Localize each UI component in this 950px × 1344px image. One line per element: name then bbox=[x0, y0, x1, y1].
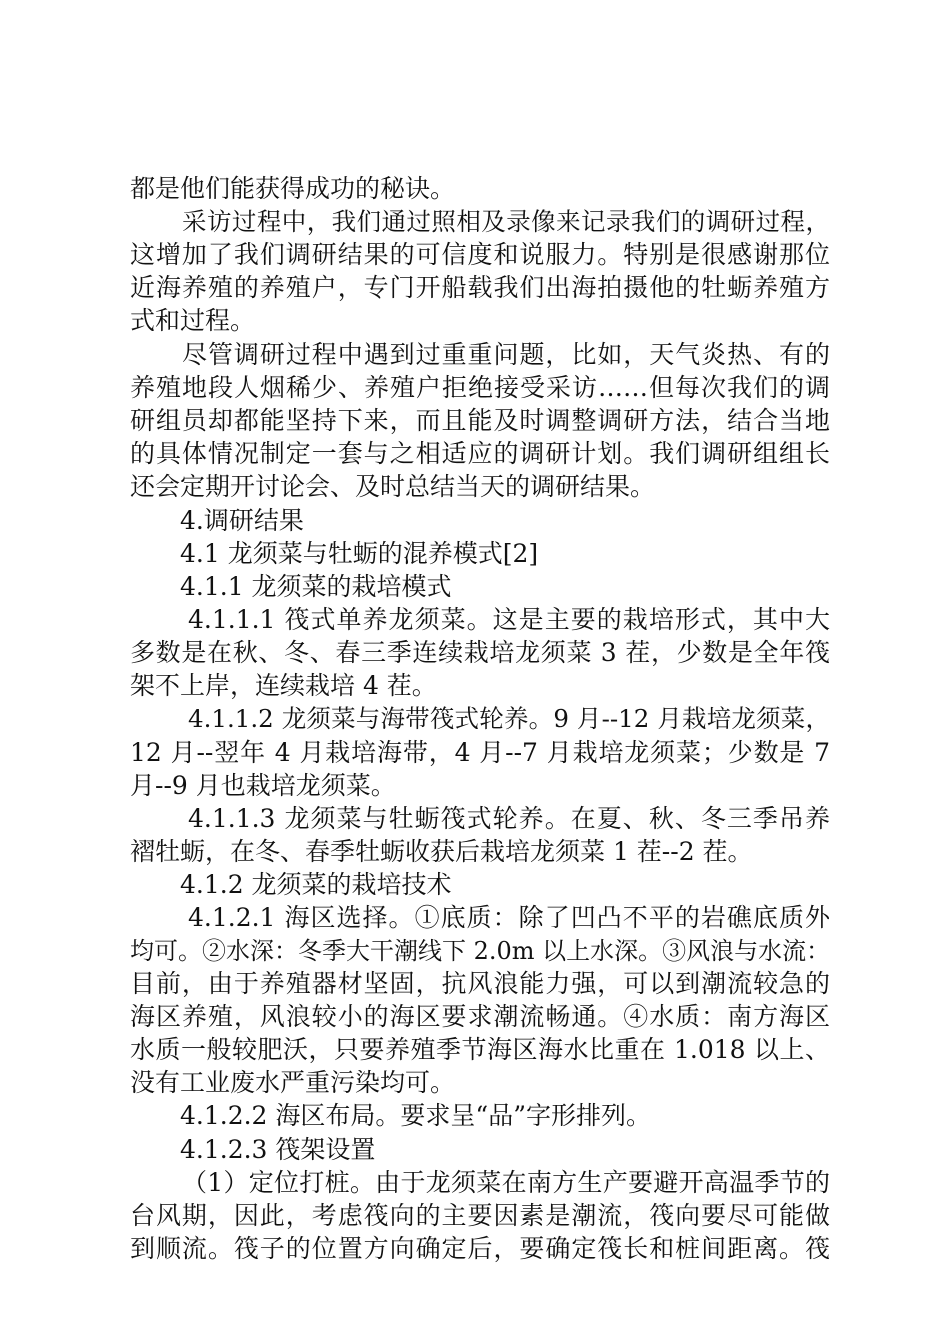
body-line: （1）定位打桩。由于龙须菜在南方生产要避开高温季节的 bbox=[182, 1168, 830, 1197]
body-line: 褶牡蛎，在冬、春季牡蛎收获后栽培龙须菜 1 茬--2 茬。 bbox=[130, 837, 753, 866]
body-line: 近海养殖的养殖户，专门开船载我们出海拍摄他的牡蛎养殖方 bbox=[130, 273, 830, 302]
body-line: 均可。②水深：冬季大干潮线下 2.0m 以上水深。③风浪与水流： bbox=[130, 937, 831, 965]
body-line: 采访过程中，我们通过照相及录像来记录我们的调研过程， bbox=[182, 207, 830, 236]
body-line: 架不上岸，连续栽培 4 茬。 bbox=[130, 671, 437, 700]
body-line: 海区养殖，风浪较小的海区要求潮流畅通。④水质：南方海区 bbox=[130, 1002, 830, 1031]
body-line: 到顺流。筏子的位置方向确定后，要确定筏长和桩间距离。筏 bbox=[130, 1234, 830, 1263]
body-line: 没有工业废水严重污染均可。 bbox=[130, 1068, 456, 1097]
body-line: 水质一般较肥沃，只要养殖季节海区海水比重在 1.018 以上、 bbox=[130, 1035, 830, 1064]
body-line: 月--9 月也栽培龙须菜。 bbox=[130, 771, 396, 800]
section-heading: 4.1.2 龙须菜的栽培技术 bbox=[180, 870, 452, 899]
section-heading: 4.1 龙须菜与牡蛎的混养模式[2] bbox=[180, 539, 539, 568]
body-line: 4.1.1.3 龙须菜与牡蛎筏式轮养。在夏、秋、冬三季吊养 bbox=[188, 804, 830, 833]
body-line: 台风期，因此，考虑筏向的主要因素是潮流，筏向要尽可能做 bbox=[130, 1201, 830, 1230]
body-line: 4.1.1.1 筏式单养龙须菜。这是主要的栽培形式，其中大 bbox=[188, 605, 830, 634]
body-line: 式和过程。 bbox=[130, 306, 256, 335]
body-line: 多数是在秋、冬、春三季连续栽培龙须菜 3 茬，少数是全年筏 bbox=[130, 638, 830, 667]
body-line: 这增加了我们调研结果的可信度和说服力。特别是很感谢那位 bbox=[130, 240, 830, 269]
body-line: 的具体情况制定一套与之相适应的调研计划。我们调研组组长 bbox=[130, 439, 830, 468]
body-line: 养殖地段人烟稀少、养殖户拒绝接受采访……但每次我们的调 bbox=[130, 373, 830, 402]
body-line: 12 月--翌年 4 月栽培海带，4 月--7 月栽培龙须菜；少数是 7 bbox=[130, 738, 830, 767]
section-heading: 4.调研结果 bbox=[180, 506, 304, 535]
body-line: 尽管调研过程中遇到过重重问题，比如，天气炎热、有的 bbox=[182, 340, 830, 369]
section-heading: 4.1.1 龙须菜的栽培模式 bbox=[180, 572, 452, 601]
section-heading: 4.1.2.3 筏架设置 bbox=[180, 1135, 376, 1164]
section-heading: 4.1.2.2 海区布局。要求呈“品”字形排列。 bbox=[180, 1101, 651, 1130]
body-line: 目前，由于养殖器材坚固，抗风浪能力强，可以到潮流较急的 bbox=[130, 969, 830, 998]
body-line: 都是他们能获得成功的秘诀。 bbox=[130, 174, 456, 203]
body-line: 4.1.1.2 龙须菜与海带筏式轮养。9 月--12 月栽培龙须菜， bbox=[188, 704, 830, 733]
body-line: 4.1.2.1 海区选择。①底质：除了凹凸不平的岩礁底质外 bbox=[188, 903, 830, 932]
body-line: 研组员却都能坚持下来，而且能及时调整调研方法，结合当地 bbox=[130, 406, 830, 435]
body-line: 还会定期开讨论会、及时总结当天的调研结果。 bbox=[130, 472, 656, 501]
